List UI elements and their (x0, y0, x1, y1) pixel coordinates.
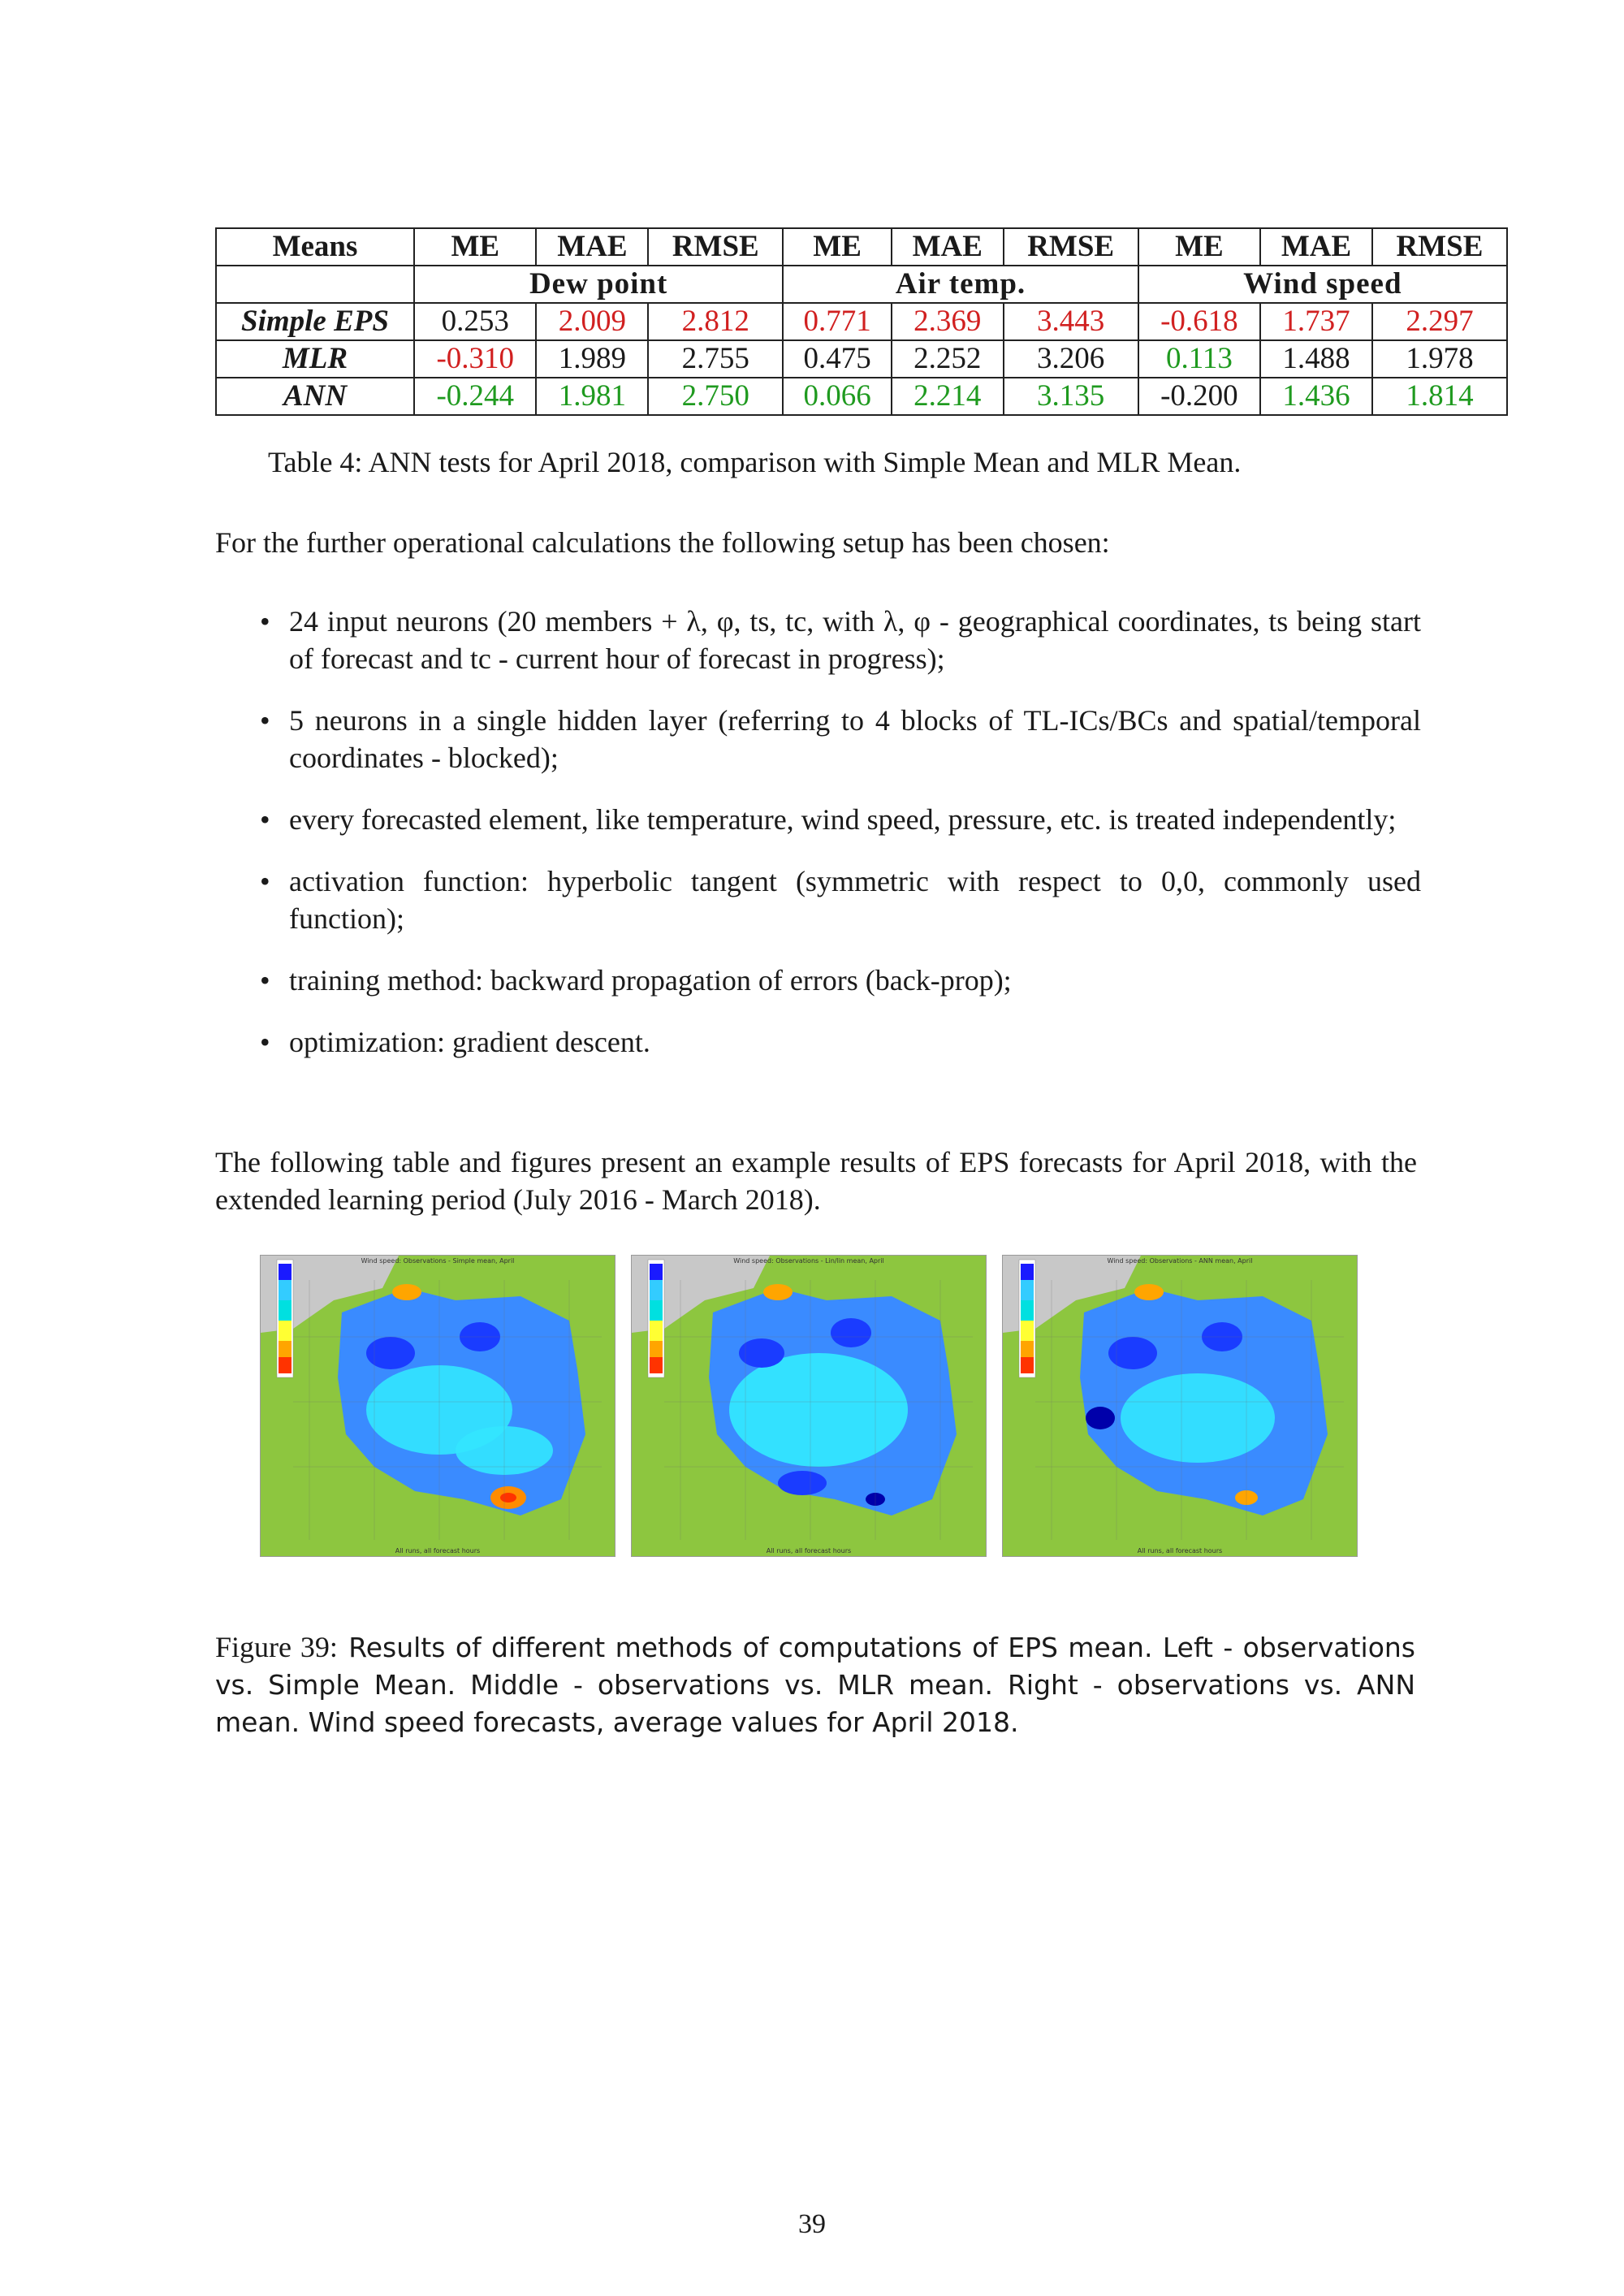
map-mlr-mean (631, 1255, 987, 1557)
table-row (216, 378, 1507, 415)
table-cell: 0.475 (783, 340, 892, 378)
header-cell: MAE (536, 228, 648, 266)
header-cell: ME (783, 228, 892, 266)
table-cell: 1.814 (1372, 378, 1507, 415)
table-group-row (216, 266, 1507, 303)
table-cell: 0.771 (783, 303, 892, 340)
list-item: • activation function: hyperbolic tangent (symmetric with respect to 0,0, commonly used function); (260, 863, 1421, 937)
figure-maps (260, 1255, 1364, 1555)
table-cell: 1.737 (1260, 303, 1372, 340)
table-cell: -0.310 (414, 340, 536, 378)
table-cell: 2.755 (648, 340, 783, 378)
header-cell: RMSE (648, 228, 783, 266)
table-cell: -0.244 (414, 378, 536, 415)
table-row (216, 340, 1507, 378)
map-title: Wind speed: Observations - Simple mean, April (361, 1257, 515, 1265)
header-cell: ME (1138, 228, 1260, 266)
list-item: • 24 input neurons (20 members + λ, φ, ts, tc, with λ, φ - geographical coordinates, ts being start of forecast and tc - current hour of forecast in progress); (260, 603, 1421, 677)
table-cell: 2.214 (892, 378, 1004, 415)
list-item: • every forecasted element, like temperature, wind speed, pressure, etc. is treated independently; (260, 801, 1421, 838)
table-cell: 3.135 (1004, 378, 1138, 415)
header-cell: MAE (1260, 228, 1372, 266)
table-cell: 1.436 (1260, 378, 1372, 415)
row-label: MLR (216, 340, 414, 378)
table-cell: 1.488 (1260, 340, 1372, 378)
intro-paragraph: For the further operational calculations the following setup has been chosen: (215, 526, 1110, 559)
row-label: Simple EPS (216, 303, 414, 340)
table-cell: 0.066 (783, 378, 892, 415)
figure-caption (215, 1628, 1415, 1741)
table-cell: -0.200 (1138, 378, 1260, 415)
table-cell: 0.113 (1138, 340, 1260, 378)
map-image (632, 1256, 986, 1556)
row-label: ANN (216, 378, 414, 415)
header-cell: ME (414, 228, 536, 266)
header-cell: MAE (892, 228, 1004, 266)
table-cell: 2.252 (892, 340, 1004, 378)
figure-text: Results of different methods of computations of EPS mean. Left - observations vs. Simple Mean. Middle - observations vs. MLR mean. Right - observations vs. ANN mean. Wind speed forecasts, average values for April 2018. (215, 1632, 1415, 1738)
list-item: • optimization: gradient descent. (260, 1023, 1421, 1061)
map-simple-mean (260, 1255, 615, 1557)
table-cell: 2.369 (892, 303, 1004, 340)
table-caption: Table 4: ANN tests for April 2018, comparison with Simple Mean and MLR Mean. (268, 446, 1242, 478)
results-table (215, 227, 1508, 416)
list-item: • training method: backward propagation of errors (back-prop); (260, 962, 1421, 999)
map-footer: All runs, all forecast hours (766, 1547, 852, 1554)
setup-list (260, 603, 1421, 1085)
figure-label: Figure 39: (215, 1631, 338, 1663)
table-cell: 1.981 (536, 378, 648, 415)
map-image (261, 1256, 615, 1556)
map-ann-mean (1002, 1255, 1358, 1557)
table-cell: 1.978 (1372, 340, 1507, 378)
header-means: Means (216, 228, 414, 266)
table-cell: 2.812 (648, 303, 783, 340)
table-cell: -0.618 (1138, 303, 1260, 340)
table-cell: 2.009 (536, 303, 648, 340)
group-wind-speed: Wind speed (1138, 266, 1507, 303)
map-footer: All runs, all forecast hours (395, 1547, 481, 1554)
group-air-temp: Air temp. (783, 266, 1138, 303)
map-image (1003, 1256, 1357, 1556)
table-cell: 1.989 (536, 340, 648, 378)
table-cell: 3.206 (1004, 340, 1138, 378)
header-cell: RMSE (1372, 228, 1507, 266)
map-title: Wind speed: Observations - ANN mean, April (1107, 1257, 1253, 1265)
list-item: • 5 neurons in a single hidden layer (referring to 4 blocks of TL-ICs/BCs and spatial/temporal coordinates - blocked); (260, 702, 1421, 776)
table-cell: 0.253 (414, 303, 536, 340)
table-cell: 2.750 (648, 378, 783, 415)
group-dew-point: Dew point (414, 266, 783, 303)
table-cell: 3.443 (1004, 303, 1138, 340)
following-paragraph: The following table and figures present an example results of EPS forecasts for April 2018, with the extended learning period (July 2016 - March 2018). (215, 1146, 1417, 1216)
map-title: Wind speed: Observations - Lin/lin mean, April (733, 1257, 884, 1265)
table-cell: 2.297 (1372, 303, 1507, 340)
table-row (216, 303, 1507, 340)
group-empty (216, 266, 414, 303)
header-cell: RMSE (1004, 228, 1138, 266)
map-footer: All runs, all forecast hours (1137, 1547, 1223, 1554)
table-header-row (216, 228, 1507, 266)
page-number: 39 (798, 2209, 826, 2239)
